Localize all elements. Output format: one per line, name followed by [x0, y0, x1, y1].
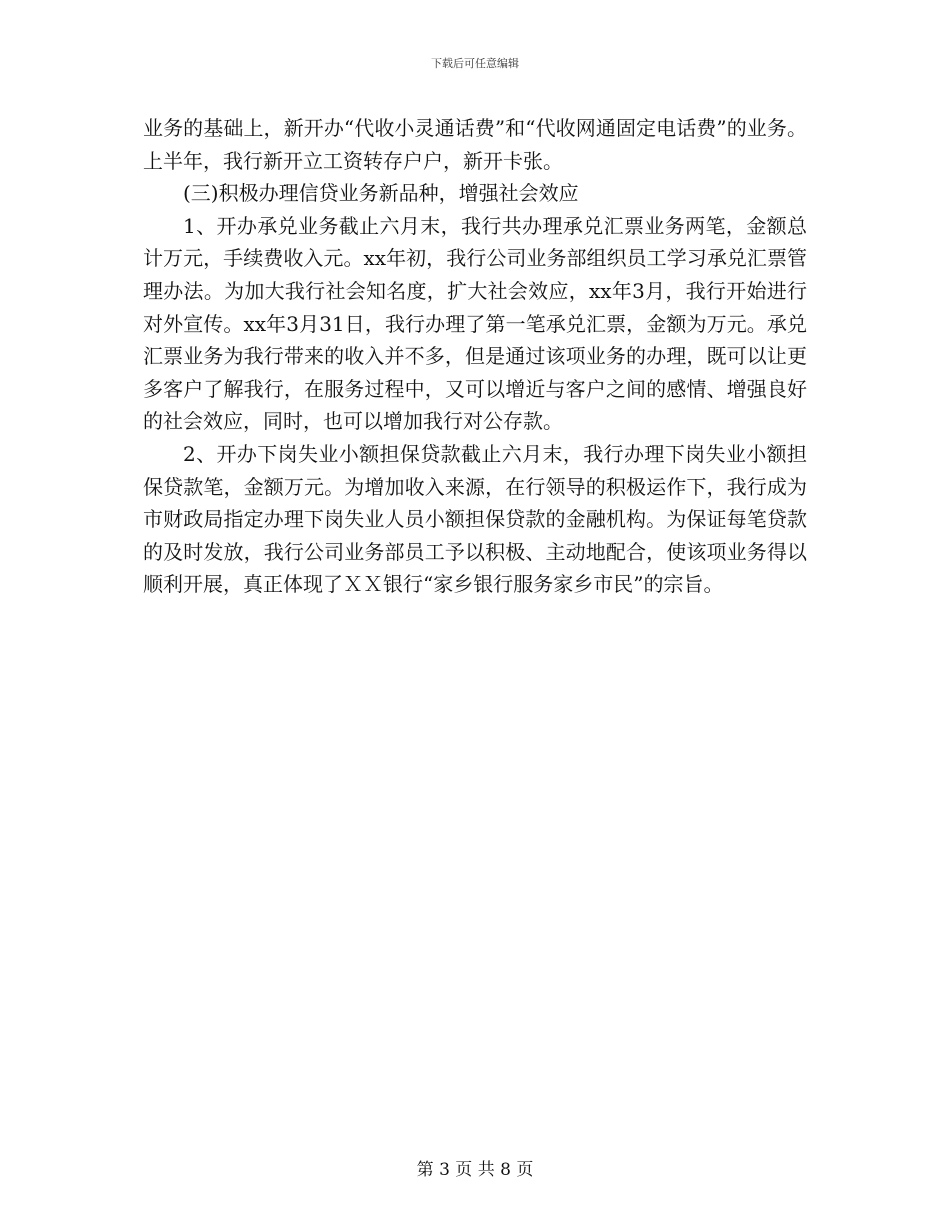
paragraph-continuation: 业务的基础上，新开办“代收小灵通话费”和“代收网通固定电话费”的业务。上半年，我行新开立工资转存户户，新开卡张。 [143, 116, 807, 173]
paragraph-small-loans: 2、开办下岗失业小额担保贷款截止六月末，我行办理下岗失业小额担保贷款笔，金额万元。为增加收入来源，在行领导的积极运作下，我行成为市财政局指定办理下岗失业人员小额担保贷款的金融机构。为保证每笔贷款的及时发放，我行公司业务部员工予以积极、主动地配合，使该项业务得以顺利开展，真正体现了ＸＸ银行“家乡银行服务家乡市民”的宗旨。 [143, 441, 807, 597]
page-header: 下载后可任意编辑 [431, 57, 519, 70]
document-body [143, 112, 807, 601]
page-number: 第 3 页 共 8 页 [416, 1160, 534, 1180]
section-heading: (三)积极办理信贷业务新品种，增强社会效应 [183, 181, 579, 206]
paragraph-acceptance-bills: 1、开办承兑业务截止六月末，我行共办理承兑汇票业务两笔，金额总计万元，手续费收入元。xx年初，我行公司业务部组织员工学习承兑汇票管理办法。为加大我行社会知名度，扩大社会效应，xx年3月，我行开始进行对外宣传。xx年3月31日，我行办理了第一笔承兑汇票，金额为万元。承兑汇票业务为我行带来的收入并不多，但是通过该项业务的办理，既可以让更多客户了解我行，在服务过程中，又可以增近与客户之间的感情、增强良好的社会效应，同时，也可以增加我行对公存款。 [143, 213, 807, 434]
